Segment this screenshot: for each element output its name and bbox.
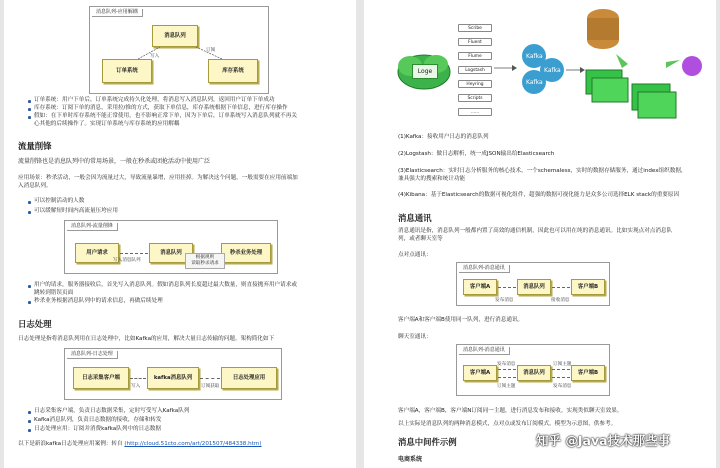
logstash-green-icon [584, 68, 632, 108]
decoupling-arrows [90, 7, 270, 95]
bullet-text: 秒杀业务根据消息队列中的请求信息，再做后续处理 [34, 298, 163, 304]
queue-box: 消息队列 [149, 243, 193, 263]
publish-label: 发布消息 [497, 362, 516, 367]
paragraph: 列，或者聊天室等 [398, 236, 443, 242]
chatroom-figure [456, 344, 610, 396]
subscribe-label: 订阅 [206, 48, 216, 53]
paragraph: 应用场景：秒杀活动，一般会因为流量过大，导致流量暴增，应用挂掉。为解决这个问题，一般需要在应用前端加 [18, 175, 298, 181]
write-label: 写入 [150, 54, 160, 59]
queue-box: 消息队列 [152, 25, 198, 47]
logstash-orange-icon [580, 4, 626, 56]
watermark: 知乎 @Java技术那些事 [536, 433, 671, 448]
bullet-text: 可以缓解短时间内高流量压垮应用 [34, 208, 118, 214]
paragraph: 客户端A，客户端B，客户端N订阅同一主题，进行消息发布和接收。实现类似聊天室效果。 [398, 408, 623, 414]
elk-item: (4)Kibana：基于Elasticsearch的数据可视化组件，超强的数据可视化能力是众多公司选择ELK stack的重要原因 [398, 192, 680, 198]
bullet-text: 订单系统：用户下单后，订单系统完成持久化处理，将消息写入消息队列，返回用户订单下单成功 [34, 97, 275, 103]
client-a-box: 客户端A [463, 279, 497, 295]
subscribe-label: 订阅主题 [553, 362, 572, 367]
elk-item: (2)Logstash：做日志解析，统一成JSON输出给Elasticsearch [398, 151, 555, 157]
client-b-box: 客户端B [571, 279, 605, 295]
section-heading: 流量削锋 [18, 141, 52, 151]
receive-label: 接收消息 [551, 298, 570, 303]
queue-box: 消息队列 [517, 279, 551, 295]
figure-tag: 消息队列-应用解耦 [92, 9, 143, 17]
section-heading: 消息通讯 [398, 213, 432, 223]
order-system-box: 订单系统 [102, 59, 152, 83]
log-client-box: 日志采集客户端 [73, 367, 129, 389]
source-chip: Flume [458, 52, 492, 60]
bullet-text: 日志处理应用：订阅并消费kafka队列中的日志数据 [34, 426, 161, 432]
source-chip: Scribe [458, 24, 492, 32]
publish-label: 发布消息 [495, 298, 514, 303]
bullet-text: 心其他的后续操作了。实现订单系统与库存系统的应用解耦 [34, 121, 180, 127]
bullet-text: 用户的请求，服务器接收后，首先写入消息队列。假如消息队列长度超过最大数量，则直接抛弃用户请求或 [34, 282, 297, 288]
decoupling-figure [89, 6, 269, 94]
bullet-text: 日志采集客户端，负责日志数据采集，定时写受写入Kafka队列 [34, 408, 190, 414]
elasticsearch-green-icon [630, 82, 678, 126]
source-chip: Scripts [458, 94, 492, 102]
svg-text:Kafka: Kafka [526, 79, 543, 86]
elk-diagram [394, 2, 704, 122]
write-label: 写入消息队列 [113, 258, 141, 263]
inventory-system-box: 库存系统 [208, 59, 258, 83]
paragraph: 消息通讯是指，消息队列一般都内置了高效的通信机制，因此也可以用在纯的消息通讯。比如实现点对点消息队 [398, 228, 673, 234]
section-heading: 日志处理 [18, 319, 52, 329]
bullet-text: 跳转到错误页面 [34, 290, 74, 296]
publish-label: 发布消息 [553, 384, 572, 389]
source-chip: Fluent [458, 38, 492, 46]
paragraph: 聊天室通讯： [398, 334, 432, 340]
svg-text:Kafka: Kafka [526, 53, 543, 60]
elk-item: (1)Kafka：接收用户日志的消息队列 [398, 134, 489, 140]
client-a-box: 客户端A [463, 365, 497, 381]
section-heading: 消息中间件示例 [398, 437, 457, 447]
paragraph: 以下是新浪kafka日志处理应用案例：转自 (http://cloud.51cto.com/art/201507/484338.htm) [18, 441, 262, 447]
p2p-figure [456, 262, 610, 306]
log-app-box: 日志处理应用 [221, 367, 277, 389]
bullet-text: 库存系统：订阅下单的消息，采用拉/推的方式，获取下单信息，库存系统根据下单信息，进行库存操作 [34, 105, 288, 111]
paragraph: 入消息队列。 [18, 183, 52, 189]
figure-tag: 消息队列-消息通讯 [459, 265, 510, 273]
paragraph: 日志处理是指将消息队列用在日志处理中，比如Kafka的应用，解决大量日志传输的问题。架构简化如下 [18, 336, 275, 342]
subscribe-label: 订阅获取 [201, 384, 220, 389]
paragraph: 流量削锋也是消息队列中的常用场景，一般在秒杀或团抢活动中使用广泛 [18, 158, 211, 165]
paragraph: 以上实际是消息队列的两种消息模式，点对点或发布订阅模式。模型为示意图，供参考。 [398, 421, 617, 427]
log-processing-figure [64, 348, 282, 400]
bullet-text: Kafka消息队列，负责日志数据的接收，存储和转发 [34, 417, 162, 423]
bullet-text: 假如：在下单时库存系统不能正常使用，也不影响正常下单，因为下单后，订单系统写入消息队列就不再关 [34, 113, 297, 119]
subscribe-label: 订阅主题 [497, 384, 516, 389]
queue-box: 消息队列 [517, 365, 551, 381]
rule-note: 根据规则 读取秒杀请求 [185, 253, 225, 269]
user-request-box: 用户请求 [75, 243, 119, 263]
paragraph: 点对点通讯： [398, 252, 432, 258]
kafka-box: kafka消息队列 [147, 367, 199, 389]
source-chip: Heyring [458, 80, 492, 88]
figure-tag: 消息队列-消息通讯 [459, 347, 510, 355]
figure-tag: 消息队列-流量削锋 [67, 223, 118, 231]
elk-item: (3)Elasticsearch：实时日志分析服务的核心技术，一个schemaless，实时的数据存储服务，通过index组织数据， [398, 168, 687, 174]
sub-heading: 电商系统 [398, 456, 423, 463]
seckill-box: 秒杀业务处理 [221, 243, 271, 263]
figure-tag: 消息队列-日志处理 [67, 351, 118, 359]
bullet-text: 可以控制活动的人数 [34, 198, 85, 204]
peak-shaving-figure [64, 220, 278, 274]
client-b-box: 客户端B [571, 365, 605, 381]
loge-box: Loge [412, 64, 438, 79]
case-link[interactable]: (http://cloud.51cto.com/art/201507/484338.htm) [124, 441, 262, 447]
svg-text:Kafka: Kafka [544, 67, 561, 74]
kibana-purple-icon [680, 54, 704, 78]
source-chip: Logstash [458, 66, 492, 74]
write-label: 写入 [131, 384, 141, 389]
elk-item: 兼具强大的搜索和统计功能 [398, 176, 466, 182]
left-page [4, 0, 356, 468]
paragraph: 客户端A和客户端B使用同一队列，进行消息通讯。 [398, 317, 524, 323]
source-chip: ...... [458, 108, 492, 116]
right-page [364, 0, 716, 468]
kafka-cluster-icon [518, 42, 568, 98]
